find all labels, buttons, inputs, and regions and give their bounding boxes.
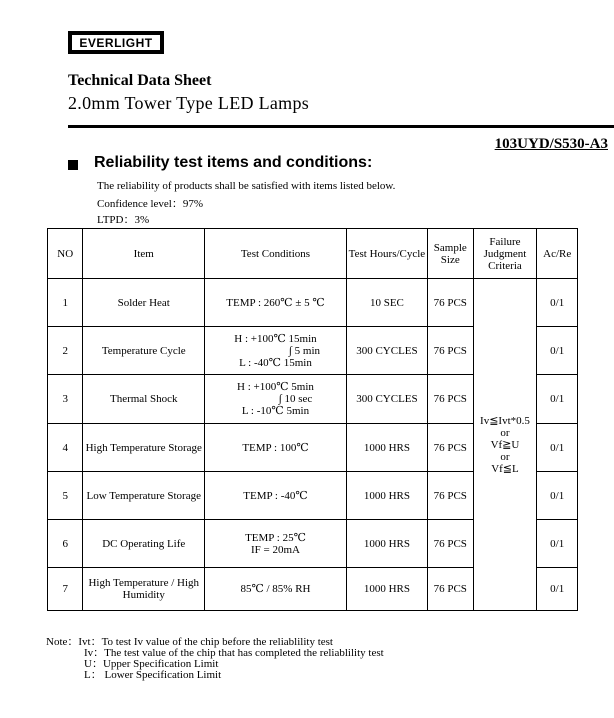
cell-acre: 0/1 — [537, 279, 578, 327]
cell-sample: 76 PCS — [427, 520, 473, 568]
criteria-line: Vf≦L — [491, 462, 519, 475]
intro-line: LTPD：3% — [97, 214, 150, 226]
cell-no: 2 — [48, 327, 83, 375]
cell-no: 6 — [48, 520, 83, 568]
cell-item: High Temperature / High Humidity — [83, 568, 205, 611]
condition-line: 85℃ / 85% RH — [240, 583, 311, 595]
condition-line: H : +100℃ 5min — [237, 381, 314, 393]
cell-hours: 1000 HRS — [346, 472, 427, 520]
cell-sample: 76 PCS — [427, 568, 473, 611]
header-hours: Test Hours/Cycle — [346, 229, 427, 279]
cell-conditions — [205, 327, 347, 375]
criteria-line: Vf≧U — [490, 438, 520, 451]
cell-hours: 300 CYCLES — [346, 375, 427, 424]
condition-line: TEMP : -40℃ — [243, 489, 308, 502]
cell-no: 1 — [48, 279, 83, 327]
cell-no: 5 — [48, 472, 83, 520]
header-item: Item — [83, 229, 205, 279]
everlight-logo — [68, 31, 164, 54]
cell-conditions — [205, 568, 347, 611]
header-conditions: Test Conditions — [205, 229, 347, 279]
part-number: 103UYD/S530-A3 — [494, 136, 608, 152]
criteria-line: or — [500, 426, 510, 439]
note-line: Iv：The test value of the chip that has completed the reliablility test — [84, 647, 384, 659]
cell-acre: 0/1 — [537, 375, 578, 424]
cell-hours: 10 SEC — [346, 279, 427, 327]
title-divider — [68, 125, 614, 128]
notes — [46, 637, 384, 681]
cell-item: Solder Heat — [83, 279, 205, 327]
cell-no: 3 — [48, 375, 83, 424]
header-acre: Ac/Re — [537, 229, 578, 279]
note-line: L： Lower Specification Limit — [84, 669, 222, 681]
condition-line: IF = 20mA — [250, 543, 300, 556]
cell-conditions — [205, 375, 347, 424]
table-row — [48, 279, 578, 327]
reliability-table — [47, 228, 578, 611]
cell-sample: 76 PCS — [427, 375, 473, 424]
doc-title: Technical Data Sheet — [68, 72, 212, 89]
cell-conditions — [205, 424, 347, 472]
logo-text: EVERLIGHT — [79, 35, 153, 50]
cell-no: 7 — [48, 568, 83, 611]
condition-line: L : -40℃ 15min — [239, 356, 312, 369]
doc-subtitle: 2.0mm Tower Type LED Lamps — [68, 93, 310, 113]
condition-line: ∫ 10 sec — [278, 393, 313, 405]
cell-acre: 0/1 — [537, 424, 578, 472]
section-bullet-icon — [68, 160, 78, 170]
header-no: NO — [48, 229, 83, 279]
section-title: Reliability test items and conditions: — [94, 154, 373, 171]
criteria-line: Iv≦Ivt*0.5 — [480, 414, 530, 427]
cell-item: Thermal Shock — [83, 375, 205, 424]
cell-hours: 300 CYCLES — [346, 327, 427, 375]
cell-acre: 0/1 — [537, 568, 578, 611]
condition-line: L : -10℃ 5min — [241, 405, 310, 417]
cell-no: 4 — [48, 424, 83, 472]
cell-conditions — [205, 279, 347, 327]
cell-sample: 76 PCS — [427, 327, 473, 375]
condition-line: ∫ 5 min — [288, 344, 321, 357]
cell-conditions — [205, 520, 347, 568]
cell-item: Temperature Cycle — [83, 327, 205, 375]
cell-conditions — [205, 472, 347, 520]
cell-acre: 0/1 — [537, 520, 578, 568]
cell-hours: 1000 HRS — [346, 568, 427, 611]
note-prefix: Note： — [46, 636, 79, 648]
condition-line: TEMP : 100℃ — [242, 441, 309, 454]
condition-line: TEMP : 25℃ — [245, 531, 306, 544]
cell-hours: 1000 HRS — [346, 520, 427, 568]
cell-sample: 76 PCS — [427, 472, 473, 520]
intro-line: The reliability of products shall be satisfied with items listed below. — [97, 180, 396, 192]
cell-acre: 0/1 — [537, 472, 578, 520]
table-header-row — [48, 229, 578, 279]
cell-criteria — [473, 279, 537, 611]
criteria-line: or — [500, 450, 510, 463]
cell-acre: 0/1 — [537, 327, 578, 375]
condition-line: H : +100℃ 15min — [234, 332, 317, 345]
condition-line: TEMP : 260℃ ± 5 ℃ — [226, 296, 325, 309]
intro-line: Confidence level：97% — [97, 198, 203, 210]
cell-sample: 76 PCS — [427, 279, 473, 327]
cell-item: DC Operating Life — [83, 520, 205, 568]
cell-sample: 76 PCS — [427, 424, 473, 472]
note-line: U：Upper Specification Limit — [84, 658, 219, 670]
cell-item: Low Temperature Storage — [83, 472, 205, 520]
note-text: Ivt：To test Iv value of the chip before the reliablility test — [78, 636, 333, 648]
cell-hours: 1000 HRS — [346, 424, 427, 472]
header-criteria: Failure Judgment Criteria — [473, 229, 537, 279]
cell-item: High Temperature Storage — [83, 424, 205, 472]
header-sample: Sample Size — [427, 229, 473, 279]
